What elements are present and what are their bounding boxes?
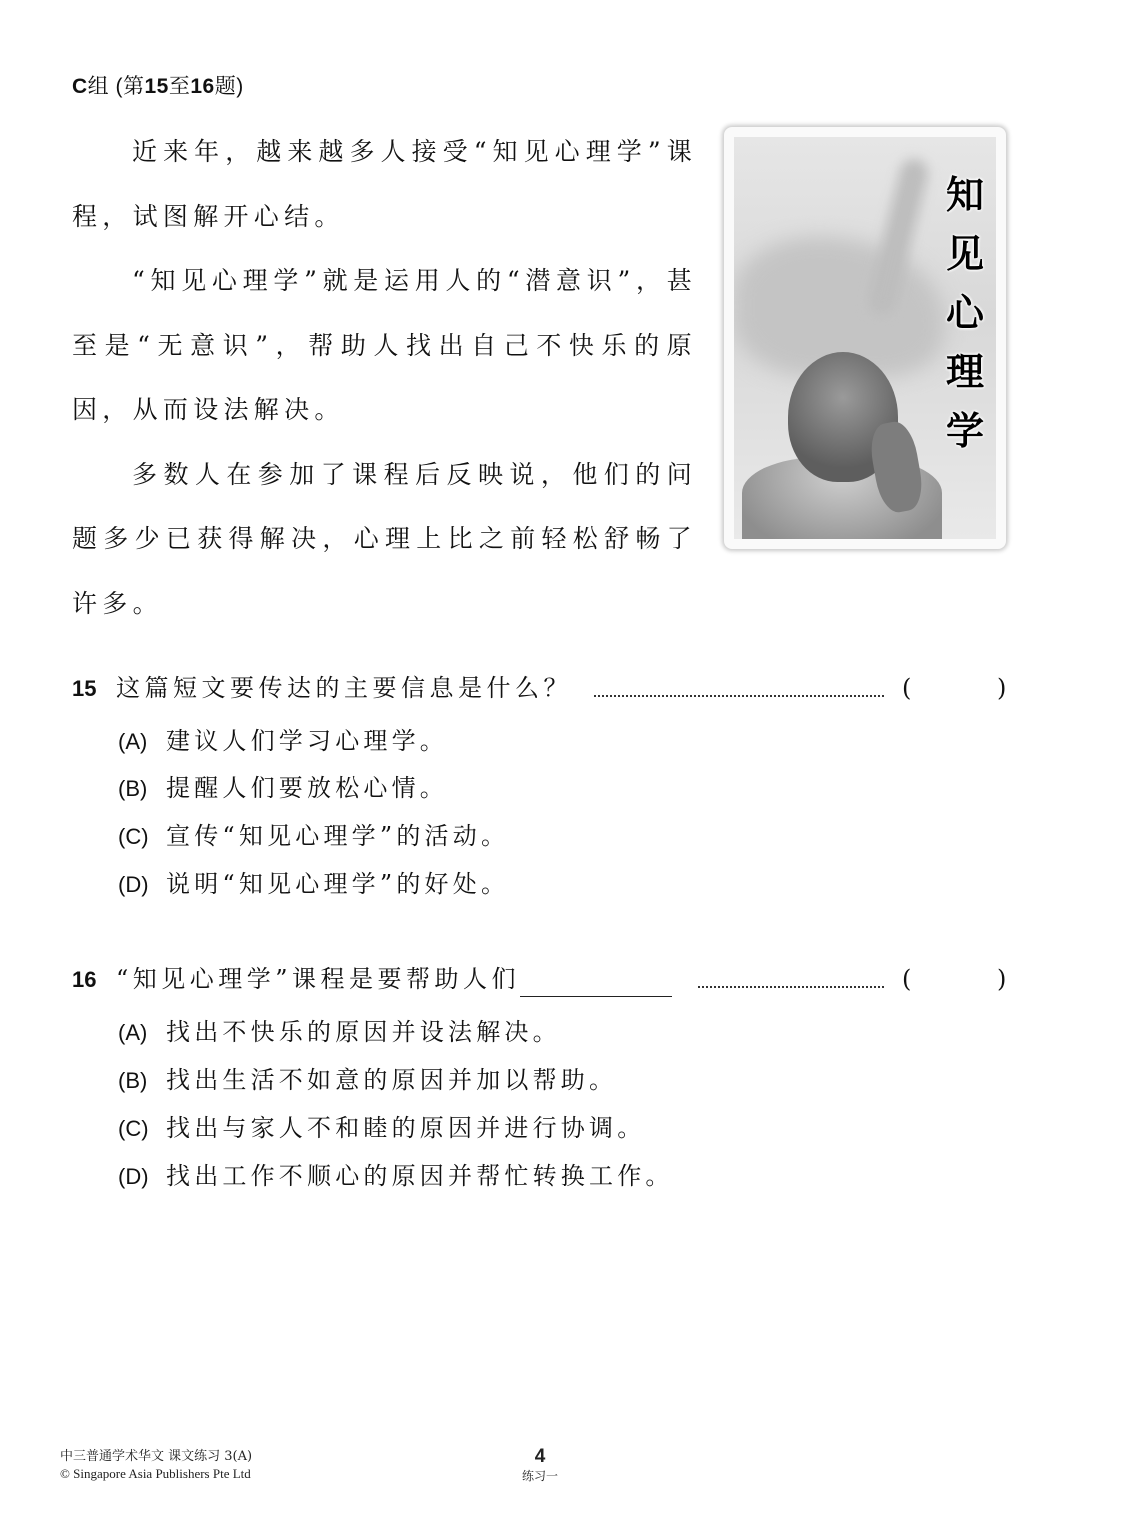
- section-range-to: 16: [190, 75, 215, 98]
- option-label: (D): [118, 872, 149, 897]
- footer-book-info: [60, 1448, 252, 1482]
- option-label: (B): [118, 776, 148, 801]
- option-label: (A): [118, 1020, 148, 1045]
- option-16-b[interactable]: [118, 1063, 617, 1097]
- title-char: 学: [945, 408, 984, 453]
- passage-paragraph-1: 近来年，越来越多人接受“知见心理学”课程，试图解开心结。: [72, 137, 697, 231]
- option-label: (A): [118, 729, 148, 754]
- question-15: [72, 671, 1032, 705]
- option-label: (C): [118, 824, 149, 849]
- question-number: 15: [72, 676, 97, 701]
- option-text: 宣传“知见心理学”的活动。: [166, 822, 510, 850]
- page-number: 4: [534, 1446, 546, 1467]
- passage-paragraph-2: “知见心理学”就是运用人的“潜意识”，甚至是“无意识”，帮助人找出自己不快乐的原因，从而设法解决。: [72, 266, 697, 424]
- footer-book-title: 中三普通学术华文 课文练习 3(A): [60, 1449, 253, 1464]
- leader-dots: [698, 952, 884, 988]
- question-text: 这篇短文要传达的主要信息是什么？: [116, 674, 572, 702]
- footer-page: [510, 1446, 570, 1484]
- option-15-a[interactable]: [118, 724, 448, 758]
- leader-dots: [594, 661, 884, 697]
- option-text: 找出生活不如意的原因并加以帮助。: [166, 1066, 618, 1094]
- title-char: 心: [945, 290, 984, 335]
- option-label: (D): [118, 1164, 149, 1189]
- section-range-open: (第: [109, 75, 145, 98]
- section-range-close: 题): [214, 75, 244, 98]
- answer-paren-open: (: [902, 674, 912, 702]
- option-16-c[interactable]: [118, 1111, 645, 1145]
- option-15-c[interactable]: [118, 819, 509, 853]
- section-group-word: 组: [87, 75, 110, 98]
- title-char: 见: [945, 231, 984, 276]
- passage-paragraph-3: 多数人在参加了课程后反映说，他们的问题多少已获得解决，心理上比之前轻松舒畅了许多。: [72, 459, 697, 618]
- option-text: 找出与家人不和睦的原因并进行协调。: [166, 1114, 646, 1142]
- option-16-a[interactable]: [118, 1015, 561, 1049]
- answer-paren-close: ): [997, 965, 1007, 993]
- illustration-photo: [734, 137, 996, 539]
- option-16-d[interactable]: [118, 1159, 674, 1193]
- footer-copyright: © Singapore Asia Publishers Pte Ltd: [60, 1466, 251, 1481]
- option-label: (B): [118, 1068, 148, 1093]
- answer-paren-open: (: [902, 965, 912, 993]
- answer-paren-close: ): [997, 674, 1007, 702]
- page-section-label: 练习一: [521, 1469, 558, 1483]
- question-text: “知见心理学”课程是要帮助人们: [116, 965, 521, 993]
- passage-illustration: [724, 127, 1006, 549]
- option-15-b[interactable]: [118, 771, 448, 805]
- option-text: 提醒人们要放松心情。: [166, 774, 448, 802]
- question-16: [72, 962, 1032, 996]
- section-range-from: 15: [144, 75, 169, 98]
- option-text: 找出工作不顺心的原因并帮忙转换工作。: [166, 1162, 674, 1190]
- section-letter: C: [72, 75, 88, 98]
- reading-passage: [72, 120, 697, 636]
- option-15-d[interactable]: [118, 867, 509, 901]
- question-number: 16: [72, 967, 97, 992]
- section-title: [72, 70, 244, 100]
- section-range-to-word: 至: [168, 75, 191, 98]
- option-text: 说明“知见心理学”的好处。: [166, 870, 510, 898]
- title-char: 理: [945, 349, 984, 394]
- fill-in-blank: [520, 970, 672, 997]
- option-text: 找出不快乐的原因并设法解决。: [166, 1018, 561, 1046]
- illustration-vertical-title: [940, 165, 990, 460]
- option-text: 建议人们学习心理学。: [166, 727, 448, 755]
- title-char: 知: [945, 172, 984, 217]
- option-label: (C): [118, 1116, 149, 1141]
